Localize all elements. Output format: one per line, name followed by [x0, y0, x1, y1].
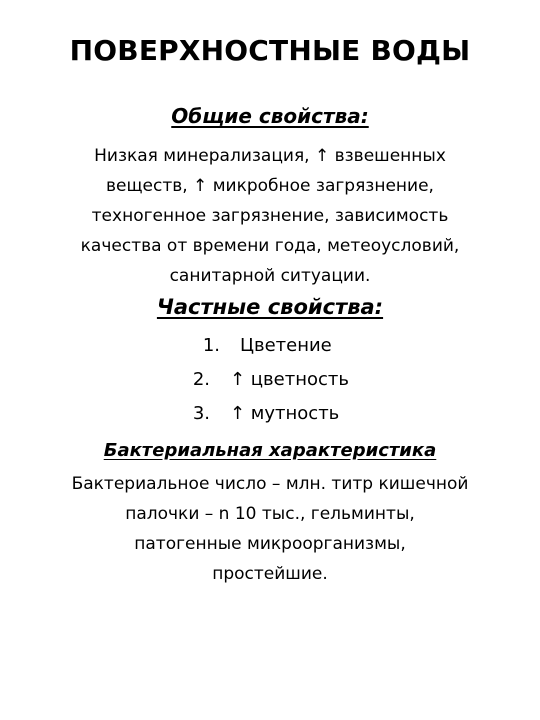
list-item-text: Цветение	[240, 335, 332, 356]
text-line: патогенные микроорганизмы,	[134, 534, 406, 554]
text-line: Низкая минерализация, ↑ взвешенных	[94, 146, 446, 166]
text-line: санитарной ситуации.	[169, 266, 371, 286]
text-line: простейшие.	[212, 564, 328, 584]
text-line: техногенное загрязнение, зависимость	[91, 206, 449, 226]
particular-properties-list	[0, 329, 540, 431]
general-properties-heading: Общие свойства:	[171, 104, 369, 128]
bacterial-characteristic-heading: Бактериальная характеристика	[103, 440, 437, 461]
page-title: ПОВЕРХНОСТНЫЕ ВОДЫ	[69, 34, 471, 67]
list-item	[0, 363, 540, 397]
list-item	[0, 397, 540, 431]
list-item	[0, 329, 540, 363]
list-item-number: 3.	[192, 403, 210, 424]
text-line: Бактериальное число – млн. титр кишечной	[71, 474, 469, 494]
list-item-text: ↑ цветность	[230, 369, 349, 390]
list-item-number: 1.	[202, 335, 220, 356]
particular-properties-heading: Частные свойства:	[156, 295, 384, 319]
text-line: палочки – n 10 тыс., гельминты,	[125, 504, 415, 524]
text-line: веществ, ↑ микробное загрязнение,	[106, 176, 434, 196]
list-item-number: 2.	[192, 369, 210, 390]
text-line: качества от времени года, метеоусловий,	[80, 236, 460, 256]
bacterial-characteristic-text	[20, 469, 520, 589]
list-item-text: ↑ мутность	[230, 403, 340, 424]
general-properties-text	[20, 141, 520, 291]
